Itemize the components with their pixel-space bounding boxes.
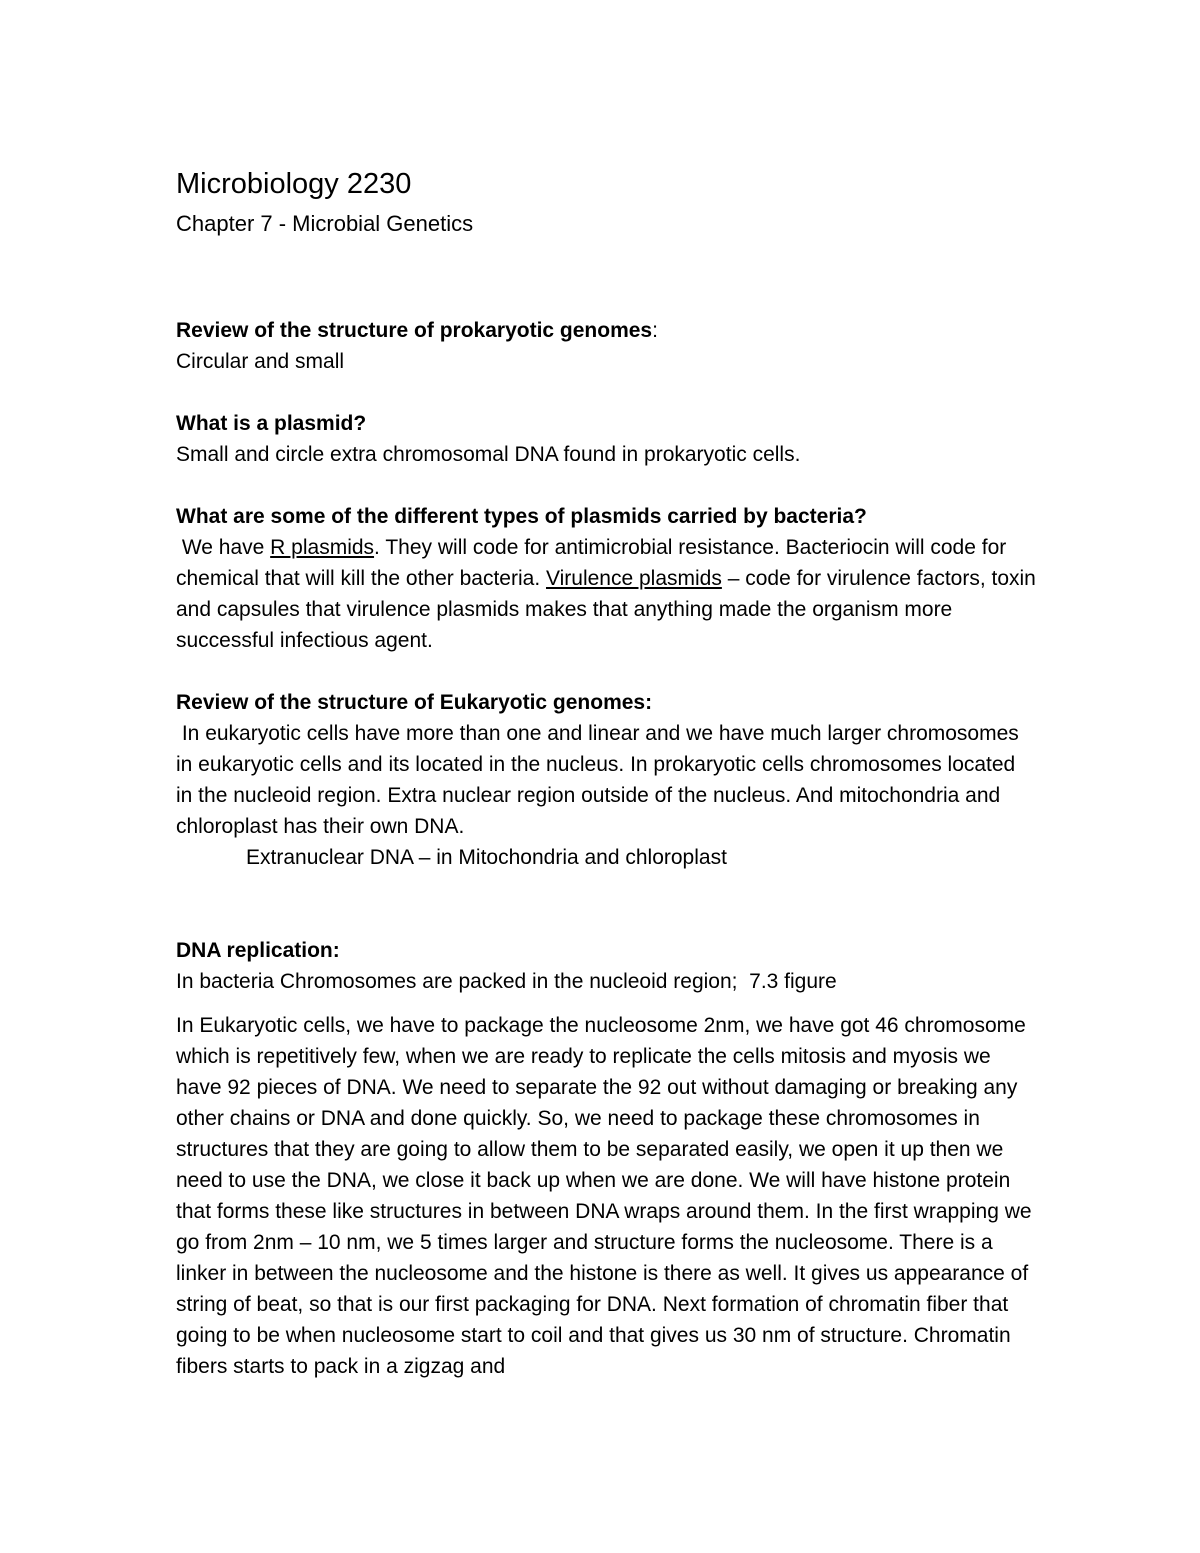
document-page <box>176 166 1036 1382</box>
section-body: In eukaryotic cells have more than one and linear and we have much larger chromosomes in eukaryotic cells and its located in the nucleus. In prokaryotic cells chromosomes located in the nucleoid region. Extra nuclear region outside of the nucleus. And mitochondria and chloroplast has their own DNA. <box>176 722 1025 838</box>
section-heading: What is a plasmid? <box>176 412 367 435</box>
section-body: Circular and small <box>176 350 345 373</box>
section-body: Small and circle extra chromosomal DNA found in prokaryotic cells. <box>176 443 801 466</box>
section-body <box>176 532 1036 656</box>
section-prokaryotic <box>176 315 1036 377</box>
section-body: In bacteria Chromosomes are packed in the nucleoid region; 7.3 figure <box>176 970 837 993</box>
indented-note: Extranuclear DNA – in Mitochondria and chloroplast <box>246 846 727 869</box>
r-plasmids-term: R plasmids <box>270 536 375 559</box>
virulence-plasmids-term: Virulence plasmids <box>546 567 722 590</box>
heading-text: Review of the structure of prokaryotic genomes <box>176 319 653 342</box>
section-eukaryotic <box>176 687 1036 873</box>
section-plasmid-types <box>176 501 1036 656</box>
section-heading: DNA replication: <box>176 939 340 962</box>
heading-colon: : <box>652 319 658 342</box>
section-heading: Review of the structure of Eukaryotic genomes: <box>176 691 653 714</box>
chapter-title: Chapter 7 - Microbial Genetics <box>176 211 474 236</box>
body-text: . They will code for antimicrobial resistance. Bacteriocin will code for chemical that will kill the other bacteria. <box>176 536 1007 590</box>
section-heading <box>176 315 1036 346</box>
section-heading: What are some of the different types of plasmids carried by bacteria? <box>176 505 867 528</box>
body-text: – code for virulence factors, toxin and capsules that virulence plasmids makes that anything made the organism more successful infectious agent. <box>176 567 1036 652</box>
body-text: We have <box>176 536 271 559</box>
document-title: Microbiology 2230 <box>176 168 412 200</box>
section-replication <box>176 935 1036 1382</box>
section-plasmid <box>176 408 1036 470</box>
section-body: In Eukaryotic cells, we have to package the nucleosome 2nm, we have got 46 chromosome which is repetitively few, when we are ready to replicate the cells mitosis and myosis we have 92 pieces of DNA. We need to separate the 92 out without damaging or breaking any other chains or DNA and done quickly. So, we need to package these chromosomes in structures that they are going to allow them to be separated easily, we open it up then we need to use the DNA, we close it back up when we are done. We will have histone protein that forms these like structures in between DNA wraps around them. In the first wrapping we go from 2nm – 10 nm, we 5 times larger and structure forms the nucleosome. There is a linker in between the nucleosome and the histone is there as well. It gives us appearance of string of beat, so that is our first packaging for DNA. Next formation of chromatin fiber that going to be when nucleosome start to coil and that gives us 30 nm of structure. Chromatin fibers starts to pack in a zigzag and <box>176 1014 1032 1378</box>
